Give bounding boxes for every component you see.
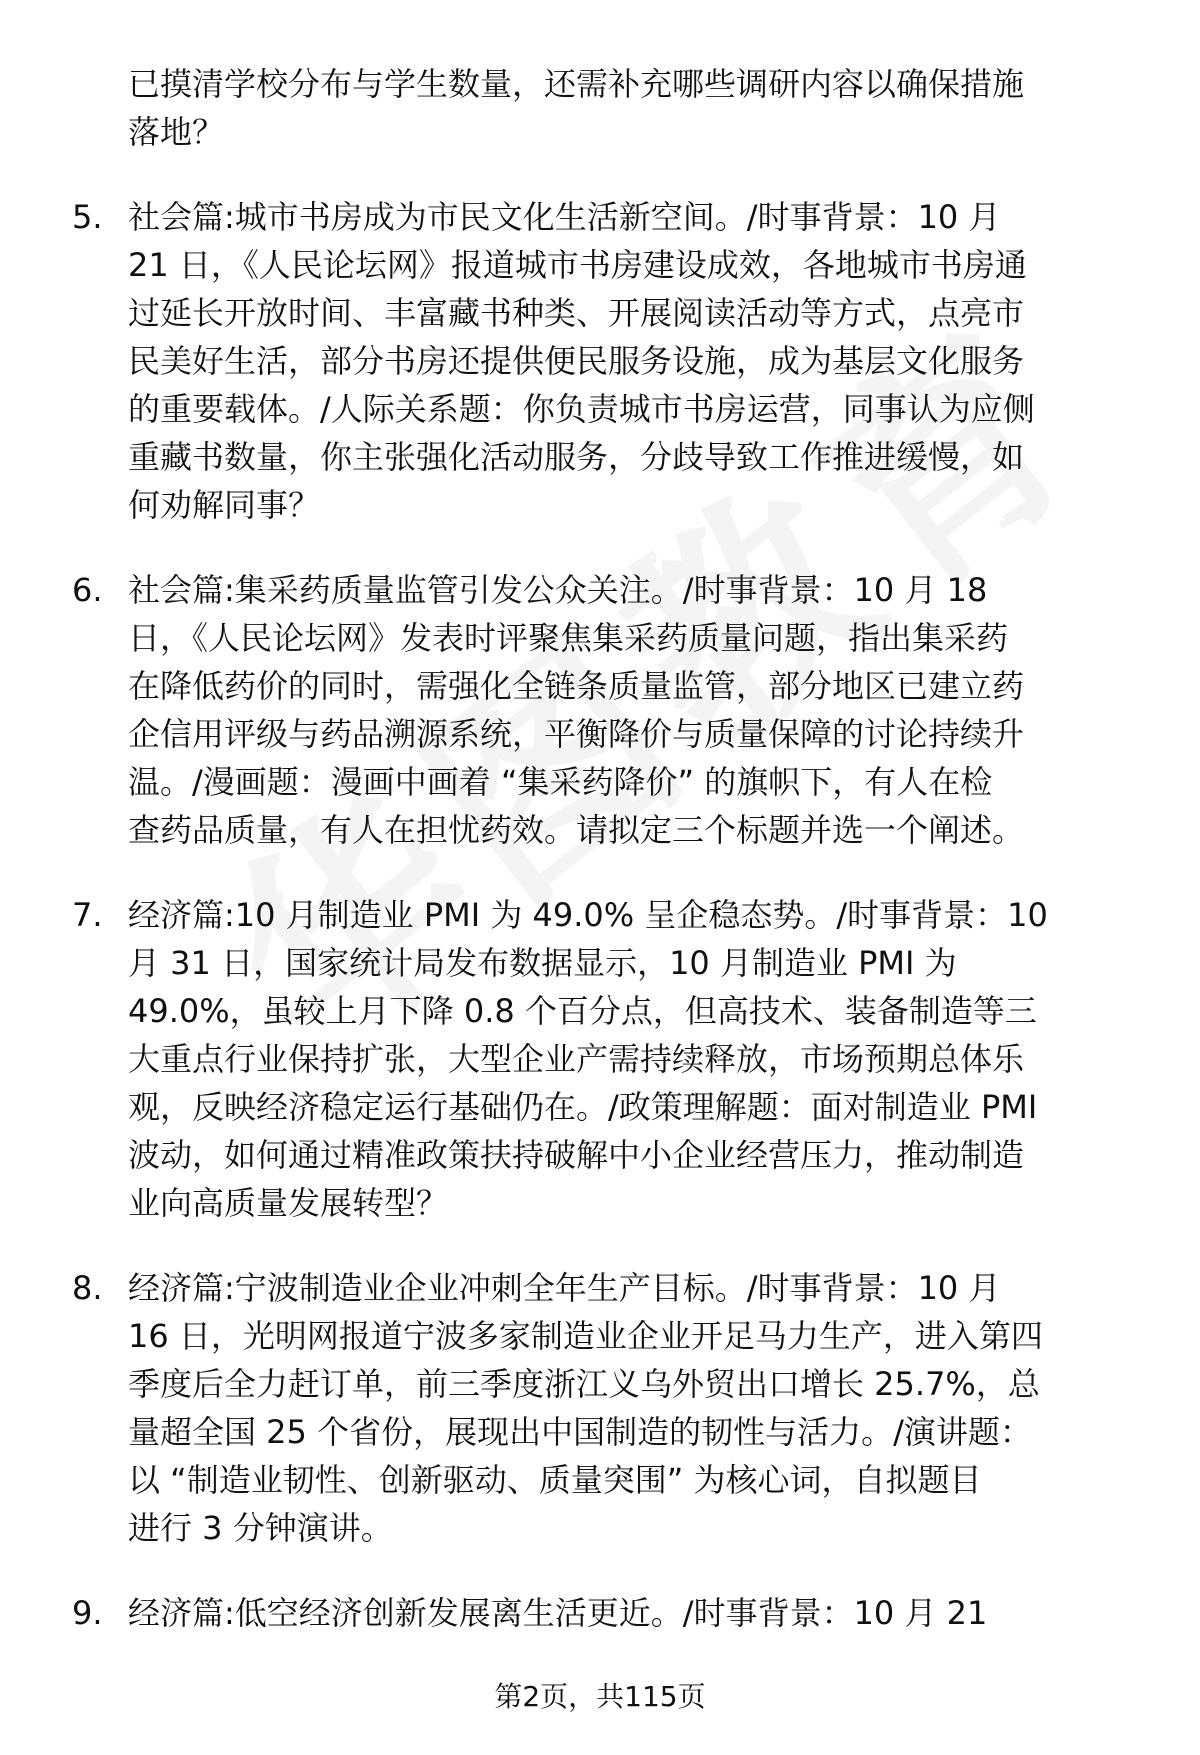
item-line: 业向高质量发展转型？ (128, 1184, 449, 1222)
intro-paragraph (0, 60, 1200, 156)
item-line: 16 日，光明网报道宁波多家制造业企业开足马力生产，进入第四 (128, 1317, 1043, 1355)
item-line: 进行 3 分钟演讲。 (128, 1509, 393, 1547)
item-line: 日，《人民论坛网》发表时评聚焦集采药质量问题，指出集采药 (128, 619, 1009, 657)
item-line: 49.0%，虽较上月下降 0.8 个百分点，但高技术、装备制造等三 (128, 992, 1037, 1030)
item-line: 企信用评级与药品溯源系统，平衡降价与质量保障的讨论持续升 (128, 715, 1025, 753)
question-item-7 (0, 891, 1200, 1227)
intro-line: 已摸清学校分布与学生数量，还需补充哪些调研内容以确保措施 (128, 65, 1025, 103)
item-line: 重藏书数量，你主张强化活动服务，分歧导致工作推进缓慢，如 (128, 438, 1025, 476)
question-item-6 (0, 566, 1200, 854)
item-line: 量超全国 25 个省份，展现出中国制造的韧性与活力。/演讲题： (128, 1413, 1032, 1451)
item-line: 经济篇:低空经济创新发展离生活更近。/时事背景：10 月 21 (128, 1594, 988, 1632)
item-line: 社会篇:城市书房成为市民文化生活新空间。/时事背景：10 月 (128, 198, 1001, 236)
item-line: 经济篇:10 月制造业 PMI 为 49.0% 呈企稳态势。/时事背景：10 (128, 896, 1048, 934)
item-line: 以 “制造业韧性、创新驱动、质量突围” 为核心词，自拟题目 (128, 1461, 982, 1499)
item-line: 观，反映经济稳定运行基础仍在。/政策理解题：面对制造业 PMI (128, 1088, 1038, 1126)
item-line: 季度后全力赶订单，前三季度浙江义乌外贸出口增长 25.7%，总 (128, 1365, 1040, 1403)
item-line: 21 日，《人民论坛网》报道城市书房建设成效，各地城市书房通 (128, 246, 1027, 284)
item-line: 过延长开放时间、丰富藏书种类、开展阅读活动等方式，点亮市 (128, 294, 1025, 332)
item-number: 7. (72, 896, 103, 934)
question-item-8 (0, 1264, 1200, 1552)
intro-line: 落地？ (128, 113, 225, 151)
question-item-5 (0, 193, 1200, 529)
item-line: 月 31 日，国家统计局发布数据显示，10 月制造业 PMI 为 (128, 944, 957, 982)
item-number: 6. (72, 571, 103, 609)
item-line: 查药品质量，有人在担忧药效。请拟定三个标题并选一个阐述。 (128, 811, 1025, 849)
item-line: 波动，如何通过精准政策扶持破解中小企业经营压力，推动制造 (128, 1136, 1025, 1174)
item-number: 5. (72, 198, 103, 236)
item-line: 的重要载体。/人际关系题：你负责城市书房运营，同事认为应侧 (128, 390, 1035, 428)
page-footer: 第2页，共115页 (494, 1680, 706, 1713)
question-list (0, 60, 1200, 1637)
item-line: 何劝解同事？ (128, 486, 321, 524)
item-line: 温。/漫画题：漫画中画着 “集采药降价” 的旗帜下，有人在检 (128, 763, 993, 801)
item-number: 8. (72, 1269, 103, 1307)
question-item-9 (0, 1589, 1200, 1637)
item-line: 社会篇:集采药质量监管引发公众关注。/时事背景：10 月 18 (128, 571, 988, 609)
item-line: 大重点行业保持扩张，大型企业产需持续释放，市场预期总体乐 (128, 1040, 1025, 1078)
item-number: 9. (72, 1594, 103, 1632)
item-line: 经济篇:宁波制造业企业冲刺全年生产目标。/时事背景：10 月 (128, 1269, 1001, 1307)
item-line: 在降低药价的同时，需强化全链条质量监管，部分地区已建立药 (128, 667, 1025, 705)
item-line: 民美好生活，部分书房还提供便民服务设施，成为基层文化服务 (128, 342, 1025, 380)
